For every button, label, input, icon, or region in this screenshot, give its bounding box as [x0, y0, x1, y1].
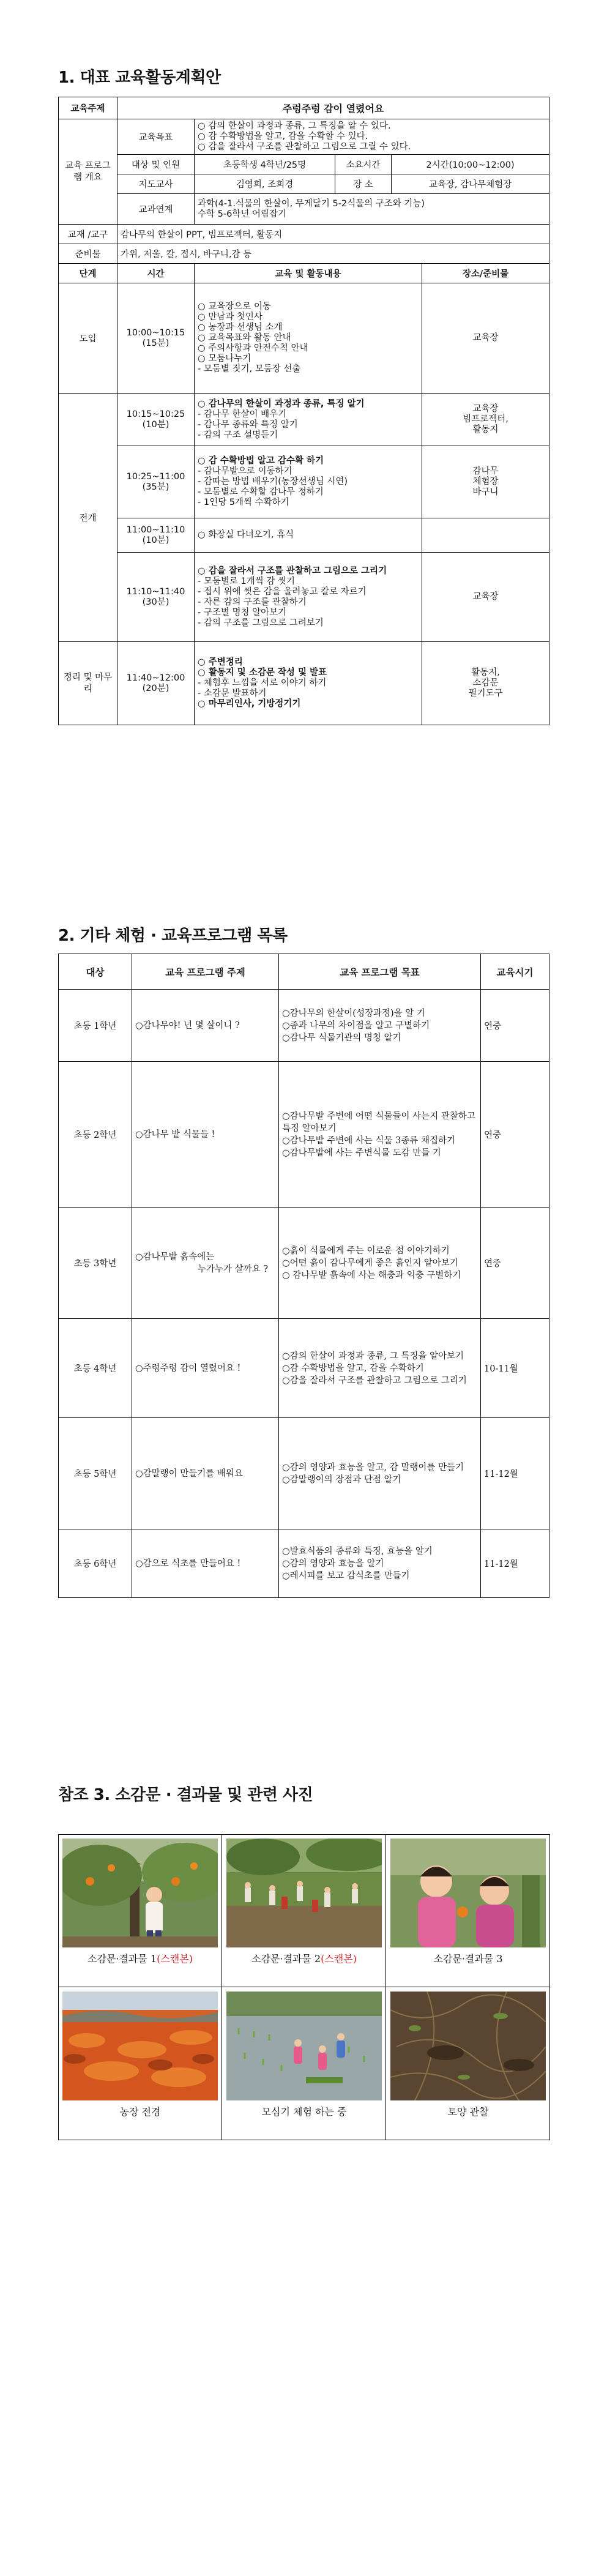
place-header: 장소/준비물	[422, 264, 549, 283]
duration-label: 소요시간	[335, 155, 392, 174]
stage-header: 단계	[59, 264, 117, 283]
photo-caption: 소감문·결과물 3	[433, 1953, 503, 1965]
program-period: 10-11월	[481, 1319, 549, 1418]
program-period: 연중	[481, 990, 549, 1062]
section-3-title: 참조 3. 소감문 · 결과물 및 관련 사진	[58, 1786, 313, 1804]
program-theme: ○주렁주렁 감이 열렸어요 !	[132, 1319, 279, 1418]
photo-caption: 농장 전경	[119, 2106, 161, 2118]
program-theme: ○감으로 식초를 만들어요 !	[132, 1529, 279, 1598]
stage-content: ○ 감을 잘라서 구조를 관찰하고 그림으로 그리기 - 모둠별로 1개씩 감 씻기 - 접시 위에 씻은 감을 올려놓고 칼로 자르기 - 자른 감의 구조를 관찰하기 - 구조별 명칭 알아보기 - 감의 구조를 그림으로 그려보기	[195, 553, 422, 642]
stage-place: 교육장	[422, 553, 549, 642]
program-goal: ○감의 영양과 효능을 알고, 감 말랭이를 만들기 ○감말랭이의 장점과 단점 알기	[279, 1418, 481, 1529]
theme-header: 교육 프로그램 주제	[132, 954, 279, 990]
prep-value: 가위, 저울, 칼, 접시, 바구니,감 등	[117, 244, 549, 264]
photo-child-tree	[62, 1839, 218, 1947]
program-period: 11-12월	[481, 1529, 549, 1598]
stage-time: 10:00~10:15 (15분)	[117, 283, 195, 394]
photo-caption: 소감문·결과물 2(스캔본)	[251, 1953, 357, 1965]
duration-value: 2시간(10:00~12:00)	[392, 155, 549, 174]
stage-place: 활동지, 소감문 필기도구	[422, 642, 549, 725]
goal-header: 교육 프로그램 목표	[279, 954, 481, 990]
program-list-table	[58, 954, 549, 1598]
program-goal: ○흙이 식물에게 주는 이로운 점 이야기하기 ○어떤 흙이 감나무에게 좋은 흙인지 알아보기 ○ 감나무밭 흙속에 사는 해충과 익충 구별하기	[279, 1208, 481, 1319]
stage-time: 11:00~11:10 (10분)	[117, 518, 195, 553]
section-2-title: 2. 기타 체험 · 교육프로그램 목록	[58, 927, 288, 945]
photo-farm	[62, 1992, 218, 2100]
photo-caption: 토양 관찰	[447, 2106, 489, 2118]
program-theme: ○감말랭이 만들기를 배워요	[132, 1418, 279, 1529]
curriculum-link-lines: 과학(4-1.식물의 한살이, 무게달기 5-2식물의 구조와 기능) 수학 5-6학년 어림잡기	[195, 194, 549, 225]
photo-cell-5	[223, 1988, 385, 2140]
program-theme: ○감나무밭 흙속에는 누가누가 살까요 ?	[132, 1208, 279, 1319]
content-header: 교육 및 활동내용	[195, 264, 422, 283]
stage-place: 감나무 체험장 바구니	[422, 446, 549, 518]
photo-rice-planting	[226, 1992, 382, 2100]
theme-label: 교육주제	[59, 97, 117, 119]
program-target: 초등 2학년	[59, 1062, 132, 1208]
stage-place: 교육장 빔프로젝터, 활동지	[422, 394, 549, 446]
theme-value: 주렁주렁 감이 열렸어요	[117, 97, 549, 119]
stage-place	[422, 518, 549, 553]
teacher-label: 지도교사	[117, 174, 195, 194]
program-target: 초등 3학년	[59, 1208, 132, 1319]
program-period: 연중	[481, 1208, 549, 1319]
program-goal: ○발효식품의 종류와 특징, 효능을 알기 ○감의 영양과 효능을 알기 ○레시피를 보고 감식초를 만들기	[279, 1529, 481, 1598]
curriculum-link-label: 교과연계	[117, 194, 195, 225]
program-period: 연중	[481, 1062, 549, 1208]
stage-intro: 도입	[59, 283, 117, 394]
program-goal: ○감나무의 한살이(성장과정)을 알 기 ○종과 나무의 차이점을 알고 구별하기 ○감나무 식물기관의 명칭 알기	[279, 990, 481, 1062]
material-label: 교재 /교구	[59, 225, 117, 244]
program-target: 초등 1학년	[59, 990, 132, 1062]
stage-time: 10:15~10:25 (10분)	[117, 394, 195, 446]
program-goal: ○감나무밭 주변에 어떤 식물들이 사는지 관찰하고 특징 알아보기 ○감나무밭 주변에 사는 식물 3종류 채집하기 ○감나무밭에 사는 주변식물 도감 만들 기	[279, 1062, 481, 1208]
photo-caption: 모심기 체험 하는 중	[261, 2106, 347, 2118]
goal-lines: ○ 감의 한살이 과정과 종류, 그 특징을 알 수 있다. ○ 감 수확방법을 알고, 감을 수확할 수 있다. ○ 감을 잘라서 구조를 관찰하고 그림으로 그릴 수 있다.	[195, 119, 549, 155]
overview-label: 교육 프로그램 개요	[59, 119, 117, 225]
period-header: 교육시기	[481, 954, 549, 990]
place-value: 교육장, 감나무체험장	[392, 174, 549, 194]
goal-label: 교육목표	[117, 119, 195, 155]
program-period: 11-12월	[481, 1418, 549, 1529]
photo-soil	[390, 1992, 546, 2100]
target-value: 초등학생 4학년/25명	[195, 155, 335, 174]
photo-grid	[58, 1834, 550, 2140]
photo-cell-1	[59, 1835, 222, 1987]
prep-label: 준비물	[59, 244, 117, 264]
stage-time: 11:40~12:00 (20분)	[117, 642, 195, 725]
program-theme: ○감나무 밭 식물들 !	[132, 1062, 279, 1208]
stage-time: 11:10~11:40 (30분)	[117, 553, 195, 642]
target-header: 대상	[59, 954, 132, 990]
time-header: 시간	[117, 264, 195, 283]
stage-wrapup: 정리 및 마무리	[59, 642, 117, 725]
stage-place: 교육장	[422, 283, 549, 394]
photo-cell-6	[387, 1988, 549, 2140]
stage-content: ○ 교육장으로 이동 ○ 만남과 첫인사 ○ 농장과 선생님 소개 ○ 교육목표와 활동 안내 ○ 주의사항과 안전수칙 안내 ○ 모둠나누기 - 모둠별 짓기, 모둠장 선출	[195, 283, 422, 394]
program-target: 초등 6학년	[59, 1529, 132, 1598]
program-theme: ○감나무야! 넌 몇 살이니 ?	[132, 990, 279, 1062]
program-target: 초등 5학년	[59, 1418, 132, 1529]
stage-develop: 전개	[59, 394, 117, 642]
material-value: 감나무의 한살이 PPT, 빔프로젝터, 활동지	[117, 225, 549, 244]
program-goal: ○감의 한살이 과정과 종류, 그 특징을 알아보기 ○감 수확방법을 알고, 감을 수확하기 ○감을 잘라서 구조를 관찰하고 그림으로 그리기	[279, 1319, 481, 1418]
photo-cell-3	[387, 1835, 549, 1987]
section-1-title: 1. 대표 교육활동계획안	[58, 69, 221, 87]
teacher-value: 김영희, 조희경	[195, 174, 335, 194]
program-target: 초등 4학년	[59, 1319, 132, 1418]
stage-content: ○ 감 수확방법 알고 감수확 하기 - 감나무밭으로 이동하기 - 감따는 방법 배우기(농장선생님 시연) - 모둠별로 수확할 감나무 정하기 - 1인당 5개씩 수확하기	[195, 446, 422, 518]
stage-content: ○ 주변정리 ○ 활동지 및 소감문 작성 및 발표 - 체험후 느낌을 서로 이야기 하기 - 소감문 발표하기 ○ 마무리인사, 기방정기기	[195, 642, 422, 725]
place-label: 장 소	[335, 174, 392, 194]
photo-cell-4	[59, 1988, 222, 2140]
photo-cell-2	[223, 1835, 385, 1987]
education-plan-table	[58, 97, 549, 725]
photo-children	[390, 1839, 546, 1947]
photo-field-group	[226, 1839, 382, 1947]
target-label: 대상 및 인원	[117, 155, 195, 174]
photo-caption: 소감문·결과물 1(스캔본)	[88, 1953, 193, 1965]
stage-content: ○ 화장실 다녀오기, 휴식	[195, 518, 422, 553]
stage-content: ○ 감나무의 한살이 과정과 종류, 특징 알기 - 감나무 한살이 배우기 - 감나무 종류와 특징 알기 - 감의 구조 설명듣기	[195, 394, 422, 446]
stage-time: 10:25~11:00 (35분)	[117, 446, 195, 518]
